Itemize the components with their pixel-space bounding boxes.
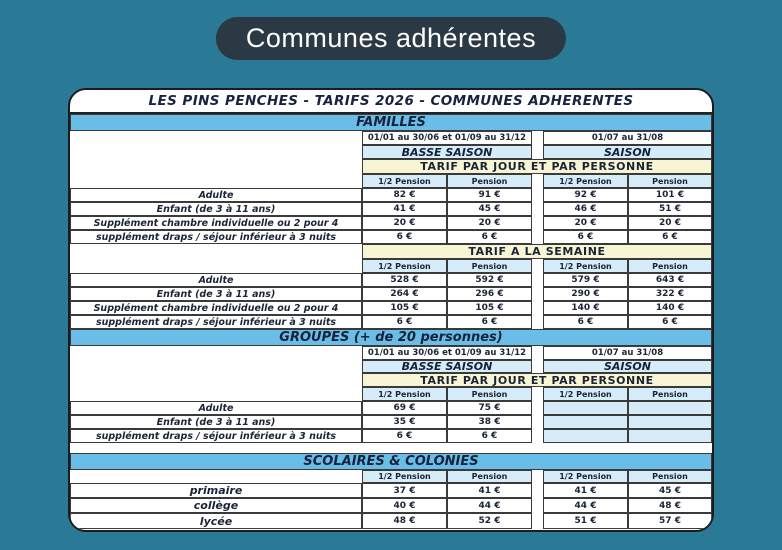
price-cell: 20 € [478, 218, 501, 228]
table-row [70, 415, 712, 429]
spacer-cell [70, 346, 362, 360]
empty-price-cell [628, 401, 712, 415]
price-cell: 57 € [659, 516, 681, 526]
table-row [70, 216, 712, 230]
pension-header-row [70, 387, 712, 401]
col-header-half-pension: 1/2 Pension [559, 472, 612, 481]
table-row [70, 202, 712, 216]
period-low-cell: 01/01 au 30/06 et 01/09 au 31/12 [367, 348, 527, 358]
badge-label: Communes adhérentes [245, 23, 537, 53]
column-gap [532, 216, 543, 230]
price-cell: 592 € [475, 275, 504, 285]
section-title-groupes: GROUPES (+ de 20 personnes) [279, 330, 503, 345]
tariff-sheet [68, 88, 714, 532]
row-label: Enfant (de 3 à 11 ans) [156, 203, 276, 215]
price-cell: 643 € [655, 275, 685, 285]
price-cell: 105 € [475, 303, 504, 313]
price-cell: 290 € [571, 289, 600, 299]
price-cell: 46 € [574, 204, 597, 214]
table-row [70, 273, 712, 287]
price-cell: 91 € [478, 190, 501, 200]
col-header-half-pension: 1/2 Pension [378, 176, 431, 186]
price-cell: 6 € [396, 317, 413, 327]
table-row [70, 429, 712, 443]
column-gap [532, 415, 543, 429]
column-gap [532, 470, 543, 483]
season-high-cell: SAISON [603, 145, 651, 159]
column-gap [532, 287, 543, 301]
column-gap [532, 513, 543, 529]
price-cell: 322 € [655, 289, 685, 299]
price-cell: 69 € [393, 403, 416, 413]
spacer-cell [70, 244, 362, 259]
column-gap [532, 131, 543, 145]
page-title-badge [216, 17, 566, 60]
col-header-pension: Pension [471, 472, 508, 481]
price-cell: 6 € [577, 232, 594, 242]
price-cell: 48 € [659, 500, 681, 511]
col-header-half-pension: 1/2 Pension [559, 176, 612, 186]
section-band-familles [70, 114, 712, 131]
spacer-cell [70, 373, 362, 387]
tarif-day-row [70, 159, 712, 174]
season-high-cell: SAISON [603, 360, 651, 373]
period-high-cell: 01/07 au 31/08 [591, 348, 664, 358]
price-cell: 35 € [393, 417, 416, 427]
row-label: Adulte [198, 274, 234, 286]
empty-price-cell [628, 415, 712, 429]
column-gap [532, 387, 543, 401]
section-band-scolaires [70, 453, 712, 470]
row-label: supplément draps / séjour inférieur à 3 nuits [95, 231, 337, 243]
row-label: Supplément chambre individuelle ou 2 pour 4 [93, 217, 339, 229]
price-cell: 44 € [478, 500, 501, 511]
col-header-half-pension: 1/2 Pension [378, 389, 431, 399]
column-gap [532, 273, 543, 287]
column-gap [532, 188, 543, 202]
price-cell: 579 € [571, 275, 600, 285]
price-cell: 41 € [574, 485, 597, 496]
empty-price-cell [543, 415, 628, 429]
price-cell: 20 € [574, 218, 597, 228]
column-gap [532, 483, 543, 498]
section-title-familles: FAMILLES [356, 115, 426, 130]
price-cell: 6 € [396, 232, 413, 242]
row-label: lycée [199, 514, 233, 528]
table-row [70, 513, 712, 529]
table-row [70, 188, 712, 202]
price-cell: 52 € [478, 516, 501, 526]
tarif-day-banner: TARIF PAR JOUR ET PAR PERSONNE [420, 160, 654, 173]
row-label: primaire [189, 484, 243, 497]
price-cell: 20 € [659, 218, 681, 228]
price-cell: 20 € [393, 218, 416, 228]
price-cell: 41 € [393, 204, 416, 214]
empty-price-cell [543, 401, 628, 415]
price-cell: 37 € [393, 485, 416, 496]
col-header-pension: Pension [471, 389, 508, 399]
section-band-groupes [70, 329, 712, 346]
season-row [70, 360, 712, 373]
table-row [70, 401, 712, 415]
season-row [70, 145, 712, 159]
price-cell: 41 € [478, 485, 501, 496]
tarif-week-banner: TARIF A LA SEMAINE [468, 245, 606, 258]
empty-price-cell [543, 429, 628, 443]
table-row [70, 498, 712, 513]
col-header-half-pension: 1/2 Pension [378, 472, 431, 481]
table-row [70, 230, 712, 244]
col-header-pension: Pension [471, 176, 508, 186]
price-cell: 6 € [481, 431, 498, 441]
tarif-day-row [70, 373, 712, 387]
price-cell: 51 € [574, 516, 597, 526]
col-header-half-pension: 1/2 Pension [378, 261, 431, 271]
price-cell: 48 € [393, 516, 416, 526]
sheet-title: LES PINS PENCHES - TARIFS 2026 - COMMUNES ADHERENTES [148, 93, 634, 109]
spacer-cell [70, 174, 362, 188]
pension-header-row [70, 259, 712, 273]
price-cell: 101 € [655, 190, 685, 200]
period-low-cell: 01/01 au 30/06 et 01/09 au 31/12 [367, 133, 527, 143]
spacer-cell [70, 387, 362, 401]
price-cell: 296 € [475, 289, 504, 299]
col-header-pension: Pension [652, 389, 688, 399]
section-spacer [70, 443, 712, 453]
col-header-half-pension: 1/2 Pension [559, 389, 612, 399]
col-header-half-pension: 1/2 Pension [559, 261, 612, 271]
period-row [70, 346, 712, 360]
row-label: Enfant (de 3 à 11 ans) [156, 288, 276, 300]
column-gap [532, 315, 543, 329]
column-gap [532, 429, 543, 443]
row-label: Adulte [198, 402, 234, 414]
price-cell: 6 € [577, 317, 594, 327]
row-label: Enfant (de 3 à 11 ans) [156, 416, 276, 428]
col-header-pension: Pension [652, 261, 688, 271]
spacer-cell [70, 360, 362, 373]
row-label: collège [193, 499, 239, 512]
spacer-cell [70, 131, 362, 145]
price-cell: 6 € [662, 232, 678, 242]
col-header-pension: Pension [652, 472, 688, 481]
price-cell: 38 € [478, 417, 501, 427]
column-gap [532, 259, 543, 273]
table-row [70, 287, 712, 301]
price-cell: 40 € [393, 500, 416, 511]
price-cell: 6 € [662, 317, 678, 327]
column-gap [532, 230, 543, 244]
empty-price-cell [628, 429, 712, 443]
price-cell: 82 € [393, 190, 416, 200]
spacer-cell [70, 470, 362, 483]
pension-header-row [70, 174, 712, 188]
price-cell: 140 € [655, 303, 685, 313]
row-label: Adulte [198, 189, 234, 201]
col-header-pension: Pension [652, 176, 688, 186]
period-row [70, 131, 712, 145]
price-cell: 75 € [478, 403, 501, 413]
column-gap [532, 346, 543, 360]
spacer-cell [70, 145, 362, 159]
season-low-cell: BASSE SAISON [401, 145, 493, 159]
price-cell: 92 € [574, 190, 597, 200]
price-cell: 6 € [396, 431, 413, 441]
row-label: Supplément chambre individuelle ou 2 pour 4 [93, 302, 339, 314]
table-row [70, 483, 712, 498]
sheet-title-row [70, 90, 712, 114]
spacer-cell [70, 259, 362, 273]
price-cell: 528 € [390, 275, 419, 285]
column-gap [532, 174, 543, 188]
table-row [70, 315, 712, 329]
column-gap [532, 498, 543, 513]
column-gap [532, 145, 543, 159]
price-cell: 45 € [478, 204, 501, 214]
table-row [70, 301, 712, 315]
row-label: supplément draps / séjour inférieur à 3 nuits [95, 430, 337, 442]
season-low-cell: BASSE SAISON [401, 360, 493, 373]
tarif-day-banner: TARIF PAR JOUR ET PAR PERSONNE [420, 373, 654, 387]
column-gap [532, 360, 543, 373]
price-cell: 6 € [481, 232, 498, 242]
col-header-pension: Pension [471, 261, 508, 271]
price-cell: 6 € [481, 317, 498, 327]
price-cell: 140 € [571, 303, 600, 313]
spacer-cell [70, 159, 362, 174]
price-cell: 45 € [659, 485, 681, 496]
pension-header-row [70, 470, 712, 483]
price-cell: 105 € [390, 303, 419, 313]
price-cell: 44 € [574, 500, 597, 511]
section-title-scolaires: SCOLAIRES & COLONIES [303, 454, 479, 469]
column-gap [532, 301, 543, 315]
price-cell: 51 € [659, 204, 681, 214]
column-gap [532, 401, 543, 415]
period-high-cell: 01/07 au 31/08 [591, 133, 664, 143]
row-label: supplément draps / séjour inférieur à 3 nuits [95, 316, 337, 328]
tarif-week-row [70, 244, 712, 259]
price-cell: 264 € [390, 289, 419, 299]
column-gap [532, 202, 543, 216]
